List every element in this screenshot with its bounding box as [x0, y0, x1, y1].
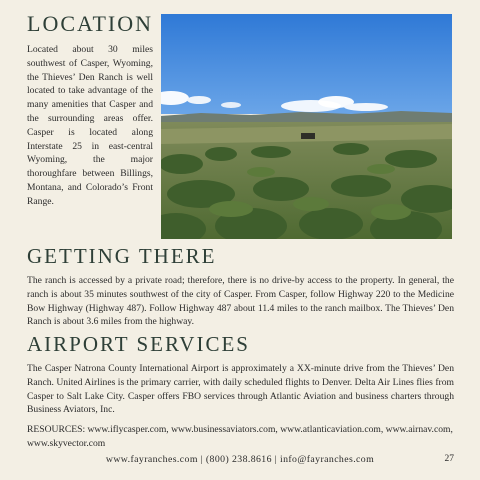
landscape-photo — [161, 14, 452, 239]
landscape-photo-icon — [161, 14, 452, 239]
getting-there-heading: GETTING THERE — [27, 244, 217, 268]
page-number: 27 — [444, 454, 454, 464]
airport-services-paragraph: The Casper Natrona County International Airport is approximately a XX-minute drive from the Thieves’ Den Ranch. United Airlines is the primary carrier, with daily scheduled flights to Denver. Delta Air Lines flies from Casper to Salt Lake City. Casper offers FBO services through Atlantic Aviation and business charters through Business Aviators, Inc. — [27, 363, 454, 416]
footer-contact: www.fayranches.com | (800) 238.8616 | info@fayranches.com — [105, 454, 375, 465]
getting-there-paragraph: The ranch is accessed by a private road; therefore, there is no drive-by access to the property. In general, the ranch is about 35 minutes southwest of the city of Casper. From Casper, follow Highway 220 to the Medicine Bow Highway (Highway 487). Follow Highway 487 about 11.4 miles to the ranch mailbox. The Thieves’ Den Ranch is about 3.6 miles from the highway. — [27, 275, 454, 328]
location-paragraph: Located about 30 miles southwest of Casper, Wyoming, the Thieves’ Den Ranch is well located to take advantage of the many amenities that Casper and the surrounding areas offer. Casper is located along Interstate 25 in east-central Wyoming, the major thoroughfare between Billings, Montana, and Colorado’s Front Range. — [27, 44, 153, 207]
resources-paragraph: RESOURCES: www.iflycasper.com, www.businessaviators.com, www.atlanticaviation.com, www.airnav.com, www.skyvector.com — [27, 424, 453, 449]
location-heading: LOCATION — [27, 11, 153, 36]
airport-services-heading: AIRPORT SERVICES — [27, 332, 250, 356]
